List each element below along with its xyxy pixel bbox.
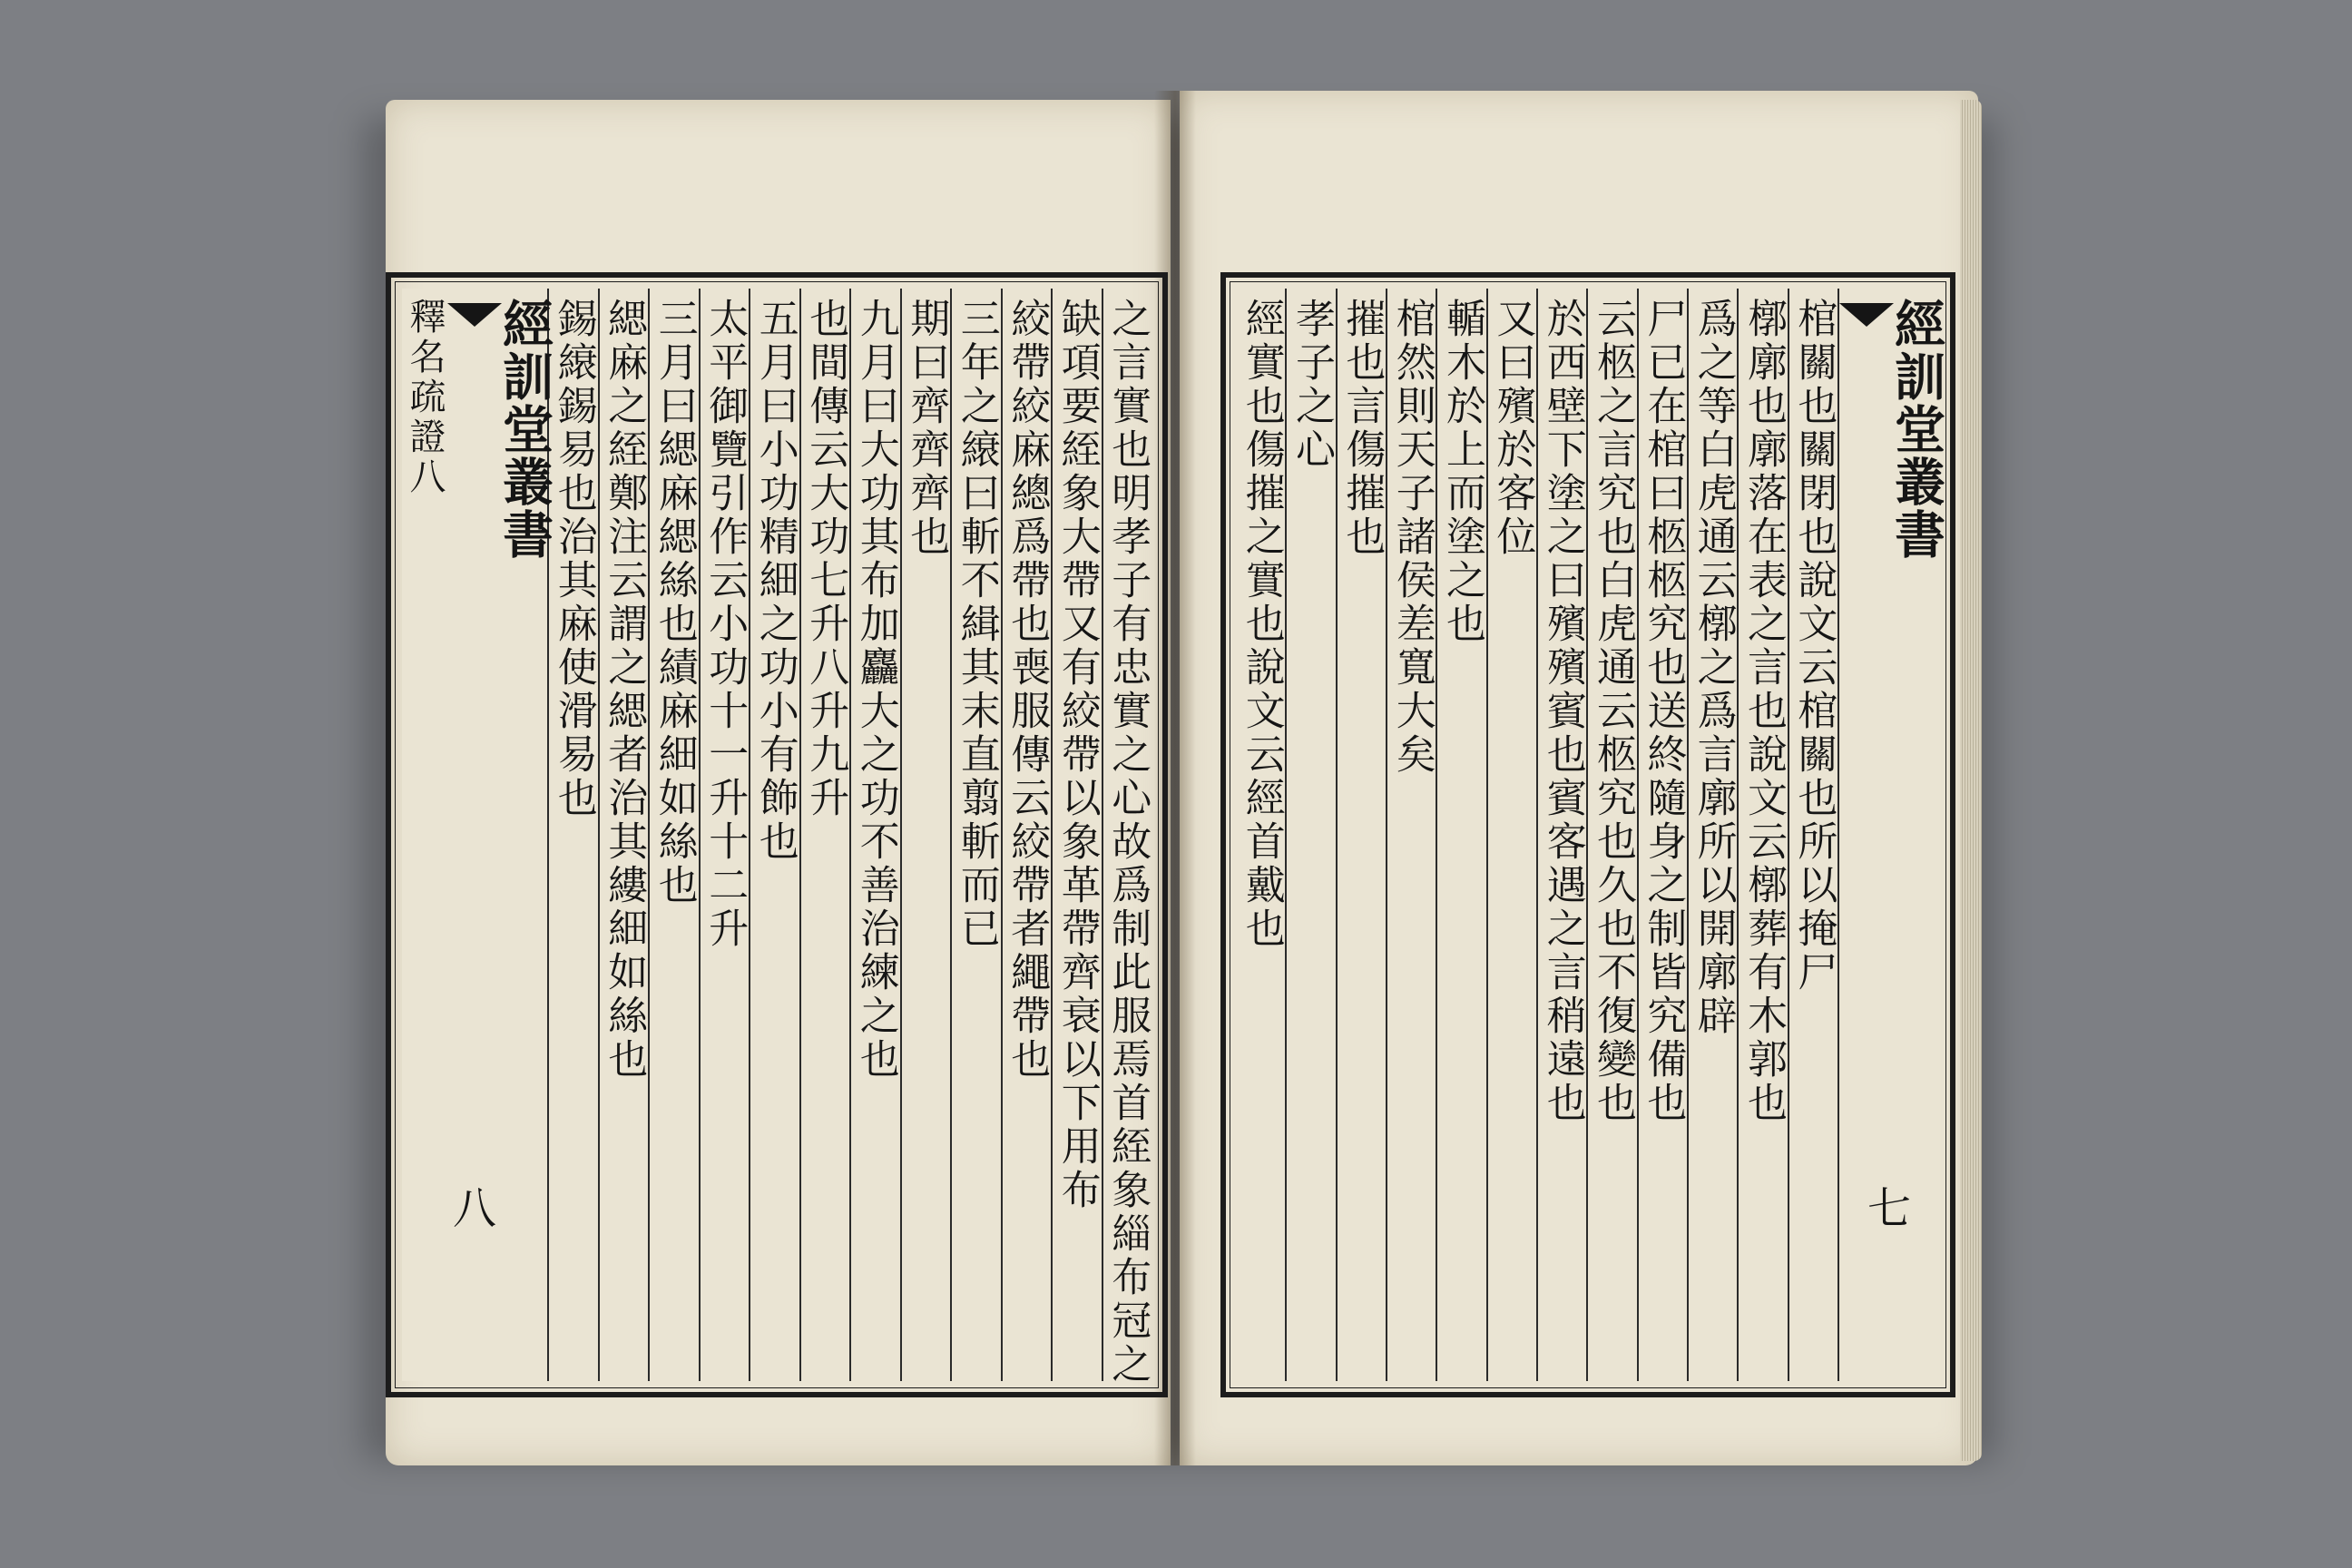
text-column <box>547 289 598 1381</box>
column-text: 輴木於上而塗之也 <box>1439 298 1486 646</box>
text-column <box>950 289 1001 1381</box>
text-column <box>1687 289 1737 1381</box>
column-text: 摧也言傷摧也 <box>1338 298 1386 559</box>
column-text: 五月曰小功精細之功小有飾也 <box>751 298 799 864</box>
right-spine-column <box>1838 289 1946 1381</box>
text-column <box>1486 289 1536 1381</box>
column-text: 絞帶絞麻總爲帶也喪服傳云絞帶者繩帶也 <box>1004 298 1051 1082</box>
page-edge-stack <box>1960 100 1982 1461</box>
column-text: 之言實也明孝子有忠實之心故爲制此服焉首絰象緇布冠之 <box>1104 298 1152 1387</box>
text-column <box>749 289 799 1381</box>
page-number: 八 <box>452 1183 496 1234</box>
spine-subtitle: 釋名疏證八 <box>404 298 446 497</box>
text-column <box>1237 289 1285 1381</box>
text-column <box>1788 289 1838 1381</box>
column-text: 孝子之心 <box>1289 298 1336 472</box>
text-column <box>849 289 900 1381</box>
column-text: 棺然則天子諸侯差寬大矣 <box>1388 298 1436 777</box>
column-text: 也間傳云大功七升八升九升 <box>802 298 849 820</box>
column-text: 太平御覽引作云小功十一升十二升 <box>701 298 749 951</box>
text-column <box>799 289 850 1381</box>
text-column <box>699 289 750 1381</box>
text-column <box>1436 289 1485 1381</box>
text-column <box>1386 289 1436 1381</box>
right-columns <box>1237 289 1946 1381</box>
spine-title: 經訓堂叢書 <box>495 298 554 561</box>
column-text: 九月曰大功其布加麤大之功不善治練之也 <box>852 298 899 1082</box>
column-text: 尸已在棺曰柩柩究也送終隨身之制皆究備也 <box>1640 298 1687 1125</box>
column-text: 棺關也關閉也說文云棺關也所以掩尸 <box>1790 298 1838 995</box>
column-text: 錫縗錫易也治其麻使滑易也 <box>550 298 597 820</box>
left-spine-column <box>402 289 554 1381</box>
right-text-frame <box>1220 272 1955 1397</box>
text-column <box>1285 289 1335 1381</box>
column-text: 三年之縗曰斬不緝其末直翦斬而已 <box>953 298 1000 951</box>
text-column <box>1336 289 1386 1381</box>
text-column <box>1051 289 1102 1381</box>
text-column <box>1737 289 1787 1381</box>
column-text: 經實也傷摧之實也說文云經首戴也 <box>1238 298 1285 951</box>
left-text-frame <box>386 272 1168 1397</box>
column-text: 於西壁下塗之曰殯殯賓也賓客遇之言稍遠也 <box>1539 298 1586 1125</box>
text-column <box>1102 289 1152 1387</box>
text-column <box>598 289 649 1381</box>
column-text: 爲之等白虎通云槨之爲言廓所以開廓辟 <box>1690 298 1737 1038</box>
text-column <box>1001 289 1052 1381</box>
text-column <box>900 289 951 1381</box>
fish-tail-mark <box>447 303 502 327</box>
column-text: 期曰齊齊齊也 <box>903 298 950 559</box>
column-text: 缺項要絰象大帶又有絞帶以象革帶齊衰以下用布 <box>1054 298 1101 1212</box>
text-column <box>1536 289 1586 1381</box>
text-column <box>648 289 699 1381</box>
text-column <box>1637 289 1687 1381</box>
column-text: 緦麻之絰鄭注云謂之緦者治其縷細如絲也 <box>601 298 648 1082</box>
column-text: 云柩之言究也白虎通云柩究也久也不復變也 <box>1590 298 1637 1125</box>
left-columns <box>402 289 1152 1387</box>
column-text: 又曰殯於客位 <box>1489 298 1536 559</box>
text-column <box>1586 289 1636 1381</box>
page-number: 七 <box>1867 1183 1911 1234</box>
spine-title: 經訓堂叢書 <box>1886 298 1946 561</box>
fish-tail-mark <box>1839 303 1894 327</box>
column-text: 三月曰緦麻緦絲也績麻細如絲也 <box>651 298 698 907</box>
column-text: 槨廓也廓落在表之言也說文云槨葬有木郭也 <box>1740 298 1787 1125</box>
